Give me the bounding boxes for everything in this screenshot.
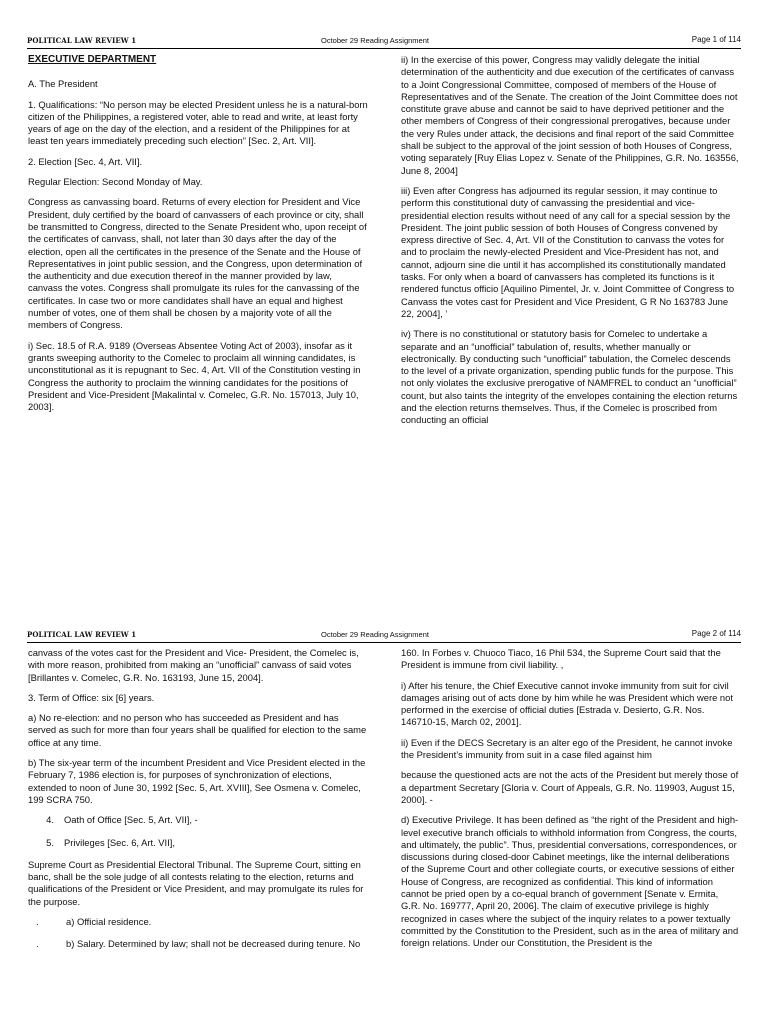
- page-number: Page 1 of 114: [691, 35, 741, 44]
- numbered-item: [28, 837, 368, 849]
- list-marker: .: [36, 938, 39, 950]
- list-text: b) Salary. Determined by law; shall not be decreased during tenure. No: [66, 938, 361, 950]
- left-column: [28, 54, 368, 421]
- right-column: [401, 54, 739, 435]
- paragraph: 160. In Forbes v. Chuoco Tiaco, 16 Phil 534, the Supreme Court said that the President is immune from civil liability. ,: [401, 647, 721, 671]
- page-header: [27, 628, 741, 643]
- course-title: POLITICAL LAW REVIEW 1: [27, 36, 137, 45]
- assignment-title: October 29 Reading Assignment: [321, 630, 429, 639]
- assignment-title: October 29 Reading Assignment: [321, 36, 429, 45]
- list-marker: .: [36, 916, 39, 928]
- item-number: 5.: [46, 836, 54, 848]
- list-item: [28, 938, 368, 950]
- paragraph: Congress as canvassing board. Returns of every election for President and Vice President, duly certified by the board of canvassers of each province or city, shall be transmitted to Congress, directed to the Senate President who, upon receipt of the certificates of canvass, shall, not later than 30 days after the day of the election, open all the certificates in the presence of the Senate and the House of Representatives in joint public session, and the Congress, upon determination of the authenticity and due execution thereof in the manner provided by law, canvass the votes. Congress shall promulgate its rules for the canvassing of the certificates. In case two or more candidates shall have an equal and highest number of votes, one of them shall be chosen by a majority vote of all the members of Congress.: [28, 196, 367, 331]
- paragraph: because the questioned acts are not the acts of the President but merely those of a department Secretary [Gloria v. Court of Appeals, G.R. No. 119903, August 15, 2000]. -: [401, 769, 739, 805]
- page-header: [27, 34, 741, 49]
- paragraph: a) No re-election: and no person who has succeeded as President and has served as such for more than four years shall be qualified for election to the same office at any time.: [28, 712, 367, 748]
- page-number: Page 2 of 114: [691, 629, 741, 638]
- paragraph: canvass of the votes cast for the President and Vice- President, the Comelec is, with more reason, prohibited from making an “unofficial” canvass of said votes [Brillantes v. Comelec, G.R. No. 163193, June 15, 2004].: [28, 647, 359, 683]
- paragraph: 2. Election [Sec. 4, Art. VII].: [28, 155, 143, 167]
- paragraph: i) After his tenure, the Chief Executive cannot invoke immunity from suit for civil damages arising out of acts done by him while he was President which were not performed in the exercise of official duties [Estrada v. Desierto, G.R. Nos. 146710-15, March 02, 2001].: [401, 679, 733, 728]
- paragraph: ii) Even if the DECS Secretary is an alter ego of the President, he cannot invoke the President’s immunity from suit in a case filed against him: [401, 736, 733, 761]
- document-page-2: [0, 620, 768, 1024]
- section-title: EXECUTIVE DEPARTMENT: [28, 54, 157, 65]
- paragraph: 1. Qualifications: “No person may be elected President unless he is a natural-born citizen of the Philippines, a registered voter, able to read and write, at least forty years of age on the day of the election, and a resident of the Philippines for at least ten years immediately preceding such election” [Sec. 2, Art. VII].: [28, 98, 368, 147]
- paragraph: ii) In the exercise of this power, Congress may validly delegate the initial determination of the authenticity and due execution of the certificates of canvass to a Joint Congressional Committee, composed of members of the House of Representatives and of the Senate. The creation of the Joint Committee does not constitute grave abuse and cannot be said to have deprived petitioner and the other members of Congress of their congressional prerogatives, because under the very Rules under attack, the decisions and final report of the said Committee shall be subject to the approval of the joint session of both Houses of Congress, voting separately [Ruy Elias Lopez v. Senate of the Philippines, G.R. No. 163556, June 8, 2004]: [401, 54, 739, 176]
- list-text: a) Official residence.: [66, 916, 152, 928]
- item-number: 4.: [46, 814, 54, 826]
- paragraph: d) Executive Privilege. It has been defined as “the right of the President and high-level executive branch officials to withhold information from Congress, the courts, and ultimately, the public”. Thus, presidential conversations, correspondences, or discussions during closed-door Cabinet meetings, like the internal deliberations of the Supreme Court and other collegiate courts, or executive sessions of either House of Congress, are recognized as confidential. This kind of information cannot be pried open by a co-equal branch of government [Senate v. Ermita, G.R. No. 169777, April 20, 2006]. The claim of executive privilege is highly recognized in cases where the subject of the inquiry relates to a power textually committed by the Constitution to the President, such as in the area of military and foreign relations. Under our Constitution, the President is the: [401, 814, 739, 949]
- paragraph: 3. Term of Office: six [6] years.: [28, 691, 155, 703]
- numbered-item: [28, 814, 368, 826]
- paragraph: iii) Even after Congress has adjourned its regular session, it may continue to perform this constitutional duty of canvassing the presidential and vice- presidential election results without need of any call for a special session by the President. The joint public session of both Houses of Congress convened by express directive of Sec. 4, Art. VII of the Constitution to canvass the votes for and to proclaim the newly-elected President and Vice-President has not, and cannot, adjourn sine die until it has accomplished its constitutionally mandated tasks. For only when a board of canvassers has completed its functions is it rendered functus officio [Aquilino Pimentel, Jr. v. Joint Committee of Congress to Canvass the votes cast for President and Vice President, G R No 163783 June 22, 2004], ’: [401, 184, 735, 319]
- list-item: [28, 916, 368, 928]
- item-text: Privileges [Sec. 6, Art. VII],: [64, 836, 175, 848]
- paragraph: iv) There is no constitutional or statutory basis for Comelec to undertake a separate and an “unofficial” tabulation of, results, whether manually or electronically. By conducting such “unofficial” tabulation, the Comelec descends to the level of a private organization, spending public funds for the purpose. This not only violates the exclusive prerogative of NAMFREL to conduct an “unofficial” count, but also taints the integrity of the envelopes containing the election returns and the election returns themselves. Thus, if the Comelec is proscribed from conducting an official: [401, 328, 738, 426]
- paragraph: Regular Election: Second Monday of May.: [28, 176, 203, 188]
- item-text: Oath of Office [Sec. 5, Art. VII], -: [64, 814, 198, 826]
- left-column: [28, 647, 368, 961]
- paragraph: i) Sec. 18.5 of R.A. 9189 (Overseas Absentee Voting Act of 2003), insofar as it grants sweeping authority to the Comelec to proclaim all winning candidates, is unconstitutional as it is repugnant to Sec. 4, Art. VII of the Constitution vesting in Congress the authority to proclaim the winning candidates for the positions of President and Vice-President [Makalintal v. Comelec, G.R. No. 157013, July 10, 2003].: [28, 339, 361, 413]
- paragraph: b) The six-year term of the incumbent President and Vice President elected in the February 7, 1986 election is, for purposes of synchronization of elections, extended to noon of June 30, 1992 [Sec. 5, Art. XVIII], See Osmena v. Comelec, 199 SCRA 750.: [28, 757, 366, 805]
- paragraph: A. The President: [28, 78, 98, 90]
- right-column: [401, 647, 739, 958]
- course-title: POLITICAL LAW REVIEW 1: [27, 630, 137, 639]
- paragraph: Supreme Court as Presidential Electoral Tribunal. The Supreme Court, sitting en banc, shall be the sole judge of all contests relating to the election, returns and qualifications of the President or Vice President, and may promulgate its rules for the purpose.: [28, 858, 364, 907]
